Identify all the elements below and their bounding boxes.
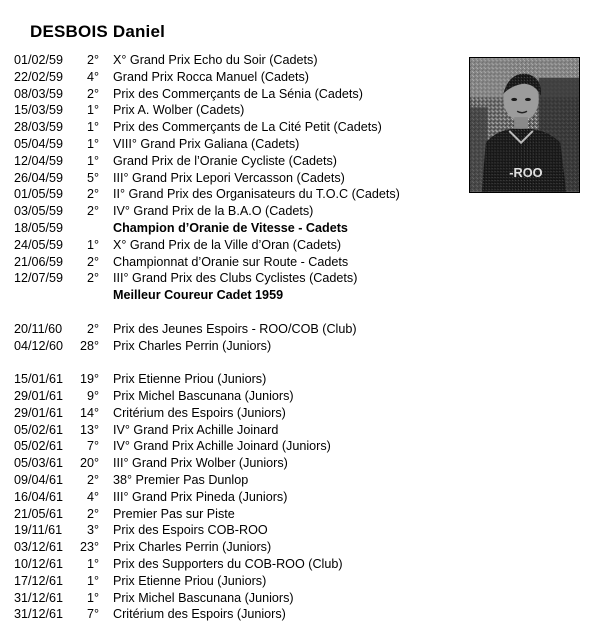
jersey-lettering: -ROO xyxy=(509,165,543,181)
result-date: 04/12/60 xyxy=(14,338,64,353)
result-row xyxy=(0,489,470,506)
result-row xyxy=(0,522,470,539)
result-row xyxy=(0,405,470,422)
result-place: 2° xyxy=(86,53,99,67)
result-place: 7° xyxy=(86,607,99,622)
result-event: IV° Grand Prix Achille Joinard xyxy=(113,422,279,437)
result-event: III° Grand Prix Wolber (Juniors) xyxy=(113,456,288,471)
result-row xyxy=(0,119,470,136)
result-event: III° Grand Prix des Clubs Cyclistes (Cadets) xyxy=(113,271,358,286)
result-place: 20° xyxy=(79,456,99,471)
result-place: 7° xyxy=(86,439,99,454)
result-row xyxy=(0,321,470,338)
result-event: Prix A. Wolber (Cadets) xyxy=(113,103,245,118)
result-date: 26/04/59 xyxy=(14,170,64,185)
result-row xyxy=(0,136,470,153)
result-event: II° Grand Prix des Organisateurs du T.O.C (Cadets) xyxy=(113,187,400,202)
result-row xyxy=(0,69,470,86)
result-place: 2° xyxy=(86,254,99,269)
result-place: 13° xyxy=(79,422,99,437)
result-event: Critérium des Espoirs (Juniors) xyxy=(113,405,286,420)
result-event: Prix Michel Bascunana (Juniors) xyxy=(113,590,294,605)
result-event: Prix des Supporters du COB-ROO (Club) xyxy=(113,556,343,571)
result-place: 2° xyxy=(86,506,99,521)
result-date: 01/02/59 xyxy=(14,53,64,67)
rider-photo xyxy=(469,57,580,193)
result-row xyxy=(0,455,470,472)
result-date: 12/07/59 xyxy=(14,271,64,286)
result-place: 1° xyxy=(86,103,99,118)
result-event: Prix Michel Bascunana (Juniors) xyxy=(113,388,294,403)
result-event: Premier Pas sur Piste xyxy=(113,506,235,521)
result-date: 21/06/59 xyxy=(14,254,64,269)
result-event: IV° Grand Prix Achille Joinard (Juniors) xyxy=(113,439,331,454)
result-title-highlight: Meilleur Coureur Cadet 1959 xyxy=(113,288,284,303)
result-row xyxy=(0,186,470,203)
result-row xyxy=(0,254,470,271)
result-event: Grand Prix de l’Oranie Cycliste (Cadets) xyxy=(113,153,337,168)
result-date: 03/05/59 xyxy=(14,204,64,219)
result-row xyxy=(0,237,470,254)
result-place: 2° xyxy=(86,472,99,487)
result-event: III° Grand Prix Lepori Vercasson (Cadets) xyxy=(113,170,345,185)
result-date: 17/12/61 xyxy=(14,573,64,588)
result-row xyxy=(0,371,470,388)
result-row xyxy=(0,153,470,170)
result-date: 10/12/61 xyxy=(14,556,64,571)
result-row xyxy=(0,590,470,607)
result-place: 1° xyxy=(86,556,99,571)
result-event: VIII° Grand Prix Galiana (Cadets) xyxy=(113,136,300,151)
result-place: 1° xyxy=(86,120,99,135)
result-date: 24/05/59 xyxy=(14,237,64,252)
spacer-row xyxy=(0,354,470,371)
result-place: 1° xyxy=(86,573,99,588)
result-place: 5° xyxy=(86,170,99,185)
result-date: 05/04/59 xyxy=(14,136,64,151)
result-event: Championnat d’Oranie sur Route - Cadets xyxy=(113,254,349,269)
result-row xyxy=(0,422,470,439)
result-date: 28/03/59 xyxy=(14,120,64,135)
result-event: IV° Grand Prix de la B.A.O (Cadets) xyxy=(113,204,314,219)
page-title: DESBOIS Daniel xyxy=(30,22,166,41)
result-event: Prix Charles Perrin (Juniors) xyxy=(113,338,272,353)
result-date: 31/12/61 xyxy=(14,590,64,605)
result-event: Prix des Espoirs COB-ROO xyxy=(113,523,268,538)
result-event: Grand Prix Rocca Manuel (Cadets) xyxy=(113,69,309,84)
result-row xyxy=(0,102,470,119)
result-place: 28° xyxy=(79,338,99,353)
result-place: 2° xyxy=(86,321,99,336)
result-place: 1° xyxy=(86,237,99,252)
result-place: 2° xyxy=(86,86,99,101)
result-row xyxy=(0,338,470,355)
result-place: 3° xyxy=(86,523,99,538)
result-row xyxy=(0,573,470,590)
result-date: 08/03/59 xyxy=(14,86,64,101)
result-place: 1° xyxy=(86,153,99,168)
result-date: 05/03/61 xyxy=(14,456,64,471)
result-place: 23° xyxy=(79,540,99,555)
result-row xyxy=(0,220,470,237)
result-place: 19° xyxy=(79,372,99,387)
result-row xyxy=(0,606,470,623)
result-place: 9° xyxy=(86,388,99,403)
result-event: Prix Etienne Priou (Juniors) xyxy=(113,573,267,588)
result-row xyxy=(0,506,470,523)
result-date: 15/03/59 xyxy=(14,103,64,118)
result-place: 4° xyxy=(86,489,99,504)
result-row xyxy=(0,438,470,455)
result-event: Prix Charles Perrin (Juniors) xyxy=(113,540,272,555)
result-date: 05/02/61 xyxy=(14,422,64,437)
result-date: 19/11/61 xyxy=(14,523,63,538)
result-row xyxy=(0,52,470,69)
result-event: Prix des Commerçants de La Cité Petit (Cadets) xyxy=(113,120,382,135)
result-date: 29/01/61 xyxy=(14,388,64,403)
result-date: 18/05/59 xyxy=(14,220,64,235)
result-title-highlight: Champion d’Oranie de Vitesse - Cadets xyxy=(113,220,348,235)
result-event: III° Grand Prix Pineda (Juniors) xyxy=(113,489,288,504)
result-date: 21/05/61 xyxy=(14,506,64,521)
result-place: 2° xyxy=(86,204,99,219)
result-place: 4° xyxy=(86,69,99,84)
result-event: 38° Premier Pas Dunlop xyxy=(113,472,249,487)
result-date: 05/02/61 xyxy=(14,439,64,454)
result-row xyxy=(0,472,470,489)
result-date: 09/04/61 xyxy=(14,472,64,487)
result-event: Prix Etienne Priou (Juniors) xyxy=(113,372,267,387)
result-row xyxy=(0,539,470,556)
result-date: 22/02/59 xyxy=(14,69,64,84)
result-place: 2° xyxy=(86,187,99,202)
result-date: 03/12/61 xyxy=(14,540,64,555)
result-place: 1° xyxy=(86,590,99,605)
result-place: 2° xyxy=(86,271,99,286)
result-date: 16/04/61 xyxy=(14,489,64,504)
result-place: 1° xyxy=(86,136,99,151)
result-row xyxy=(0,287,470,304)
spacer-row xyxy=(0,304,470,321)
result-row xyxy=(0,556,470,573)
result-event: Prix des Jeunes Espoirs - ROO/COB (Club) xyxy=(113,321,357,336)
result-date: 12/04/59 xyxy=(14,153,64,168)
result-row xyxy=(0,203,470,220)
result-date: 29/01/61 xyxy=(14,405,64,420)
result-row xyxy=(0,86,470,103)
rider-portrait-image xyxy=(470,58,579,192)
result-event: X° Grand Prix Echo du Soir (Cadets) xyxy=(113,53,318,67)
result-date: 15/01/61 xyxy=(14,372,64,387)
result-event: Critérium des Espoirs (Juniors) xyxy=(113,607,286,622)
result-date: 01/05/59 xyxy=(14,187,64,202)
result-row xyxy=(0,170,470,187)
result-row xyxy=(0,388,470,405)
result-date: 20/11/60 xyxy=(14,321,63,336)
result-place: 14° xyxy=(79,405,99,420)
result-date: 31/12/61 xyxy=(14,607,64,622)
results-list xyxy=(0,52,470,623)
result-row xyxy=(0,270,470,287)
result-event: Prix des Commerçants de La Sénia (Cadets) xyxy=(113,86,363,101)
result-event: X° Grand Prix de la Ville d’Oran (Cadets) xyxy=(113,237,342,252)
